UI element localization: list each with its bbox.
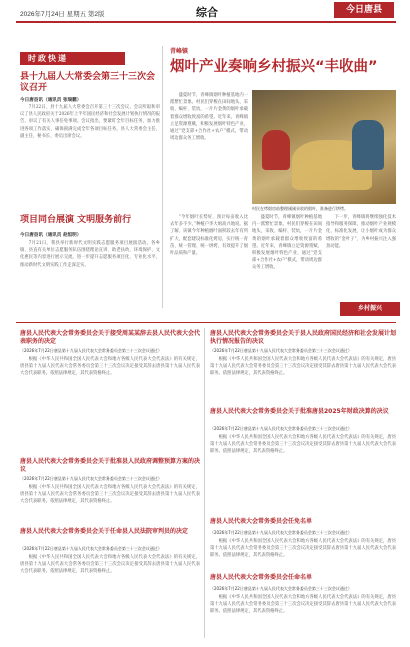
notice-subtitle: （2026年7月22日唐县第十九届人民代表大会常务委员会第三十三次会议通过） bbox=[210, 348, 352, 353]
notice-title[interactable]: 唐县人民代表大会常务委员会任命名单 bbox=[210, 574, 313, 581]
newspaper-logo: 今日唐县 bbox=[334, 2, 394, 18]
notice-subtitle: （2026年7月22日唐县第十九届人民代表大会常务委员会第三十三次会议通过） bbox=[210, 426, 352, 431]
notice-body: 根据《中华人民共和国全国人民代表大会和地方各级人民代表大会代表法》的有关规定，唐县第十九届人民代表大会常务委员会第三十三次会议决定接受其辞去唐县第十九届人民代表大会代表职务。依照法律规定，其代表资格终止。 bbox=[20, 357, 200, 377]
page-header bbox=[0, 0, 410, 38]
photo-person-figure bbox=[352, 120, 384, 170]
notice-title[interactable]: 唐县人民代表大会常务委员会任免名单 bbox=[210, 518, 313, 525]
notice-body: 根据《中华人民共和国全国人民代表大会和地方各级人民代表大会代表法》的有关规定，唐县第十九届人民代表大会常务委员会第三十三次会议决定接受其辞去唐县第十九届人民代表大会代表职务。依照法律规定，其代表资格终止。 bbox=[210, 357, 396, 377]
notice-title[interactable]: 唐县人民代表大会常务委员会关于接受周某某辞去县人民代表大会代表职务的决定 bbox=[20, 330, 201, 345]
notices-divider bbox=[16, 322, 396, 323]
notice-body: 根据《中华人民共和国全国人民代表大会和地方各级人民代表大会代表法》的有关规定，唐县第十九届人民代表大会常务委员会第三十三次会议决定接受其辞去唐县第十九届人民代表大会代表职务。依照法律规定，其代表资格终止。 bbox=[20, 485, 200, 505]
story1-headline[interactable]: 县十九届人大常委会第三十三次会议召开 bbox=[20, 72, 156, 93]
story2-body: 7月21日，我县举行新时代文明实践志愿服务项目展演活动。各乡镇、县直有关单位志愿服务队伍围绕理论宣讲、助老扶幼、环境保护、文化惠民等内容进行展示交流，进一步提升志愿服务项目化、专业化水平，推动新时代文明实践工作走深走实。 bbox=[20, 241, 160, 268]
header-divider bbox=[16, 21, 396, 23]
photo-caption: 村民在烤烟房前整理刚刚采收的烟叶，准备进行烘烤。 bbox=[252, 206, 348, 211]
notice-subtitle: （2026年7月22日唐县第十九届人民代表大会常务委员会第三十三次会议通过） bbox=[20, 546, 162, 551]
feature-col2: “今年烟叶长势好，预计每亩收入比去年多不少。”种植户李大姐高兴地说。据了解，该镇今年种植烟叶面积较去年有所扩大，配套建设标准化烤房，实行统一育苗、统一管理、统一烘烤，有效提升了烟叶品质和产量。 bbox=[170, 215, 248, 257]
notice-body: 根据《中华人民共和国全国人民代表大会和地方各级人民代表大会代表法》的有关规定，唐县第十九届人民代表大会常务委员会第三十三次会议决定接受其辞去唐县第十九届人民代表大会代表职务。依照法律规定，其代表资格终止。 bbox=[210, 435, 396, 455]
notice-body: 根据《中华人民共和国全国人民代表大会和地方各级人民代表大会代表法》的有关规定，唐县第十九届人民代表大会常务委员会第三十三次会议决定接受其辞去唐县第十九届人民代表大会代表职务。依照法律规定，其代表资格终止。 bbox=[20, 555, 200, 575]
feature-kicker: 青峰镇 bbox=[170, 48, 189, 55]
notice-body: 根据《中华人民共和国全国人民代表大会和地方各级人民代表大会代表法》的有关规定，唐县第十九届人民代表大会常务委员会第三十三次会议决定接受其辞去唐县第十九届人民代表大会代表职务。依照法律规定，其代表资格终止。 bbox=[210, 595, 396, 615]
section-title: 综合 bbox=[196, 6, 218, 19]
issue-date: 2026年7月24日 星期五 第2版 bbox=[20, 11, 105, 18]
column-divider bbox=[162, 46, 163, 308]
notices-column-divider bbox=[204, 328, 205, 638]
story2-headline[interactable]: 项目同台展演 文明服务前行 bbox=[20, 215, 132, 225]
story2-byline: 今日唐县讯（通讯员 赵恒明） bbox=[20, 233, 82, 238]
feature-byline-col1: 盛夏时节，青峰镇烟叶种植基地内一派繁忙景象。村民们穿梭在田间地头，采收、编杆、装炕，一片片金黄的烟叶承载着群众增收致富的希望。近年来，青峰镇立足资源禀赋，积极发展烟叶特色产业，通过“党支部+合作社+农户”模式，带动周边群众务工增收。 bbox=[170, 93, 248, 142]
notice-subtitle: （2026年7月22日唐县第十九届人民代表大会常务委员会第三十三次会议通过） bbox=[210, 530, 352, 535]
feature-photo bbox=[252, 90, 396, 204]
notice-title[interactable]: 唐县人民代表大会常务委员会关于批准唐县2025年财政决算的决议 bbox=[210, 408, 389, 415]
feature-col3: 盛夏时节，青峰镇烟叶种植基地内一派繁忙景象。村民们穿梭在田间地头，采收、编杆、装炕，一片片金黄的烟叶承载着群众增收致富的希望。近年来，青峰镇立足资源禀赋，积极发展烟叶特色产业，通过“党支部+合作社+农户”模式，带动周边群众务工增收。 bbox=[252, 215, 322, 271]
notice-title[interactable]: 唐县人民代表大会常务委员会关于任命县人民法院审判员的决定 bbox=[20, 528, 189, 535]
story1-body: 7月22日，县十九届人大常委会召开第三十三次会议，会议听取和审议了县人民政府关于2026年上半年国民经济和社会发展计划执行情况的报告，审议了有关人事任免事项。会议指出，要紧盯全年目标任务，加力推进各项工作落实，确保圆满完成全年各项目标任务。县人大常委会主任、副主任、秘书长、委员出席会议。 bbox=[20, 105, 160, 139]
notice-body: 根据《中华人民共和国全国人民代表大会和地方各级人民代表大会代表法》的有关规定，唐县第十九届人民代表大会常务委员会第三十三次会议决定接受其辞去唐县第十九届人民代表大会代表职务。依照法律规定，其代表资格终止。 bbox=[210, 539, 396, 559]
feature-headline[interactable]: 烟叶产业奏响乡村振兴“丰收曲” bbox=[170, 59, 378, 75]
notice-subtitle: （2026年7月22日唐县第十九届人民代表大会常务委员会第三十三次会议通过） bbox=[20, 348, 162, 353]
feature-banner: 乡村振兴 bbox=[340, 302, 400, 316]
notice-subtitle: （2026年7月22日唐县第十九届人民代表大会常务委员会第三十三次会议通过） bbox=[20, 476, 162, 481]
column-tag: 时政快递 bbox=[20, 52, 125, 65]
notice-title[interactable]: 唐县人民代表大会常务委员会关于县人民政府国民经济和社会发展计划执行情况报告的决议 bbox=[210, 330, 397, 345]
photo-person-figure bbox=[262, 130, 290, 170]
feature-col4: 下一步，青峰镇将继续强化技术指导和服务保障，推动烟叶产业规模化、标准化发展，让小烟叶成为群众增收的“金叶子”，为乡村振兴注入强劲动能。 bbox=[326, 215, 396, 249]
story1-byline: 今日唐县讯（通讯员 张瑞鹏） bbox=[20, 98, 82, 103]
notice-title[interactable]: 唐县人民代表大会常务委员会关于批准县人民政府调整预算方案的决议 bbox=[20, 458, 201, 473]
notice-subtitle: （2026年7月22日唐县第十九届人民代表大会常务委员会第三十三次会议通过） bbox=[210, 586, 352, 591]
